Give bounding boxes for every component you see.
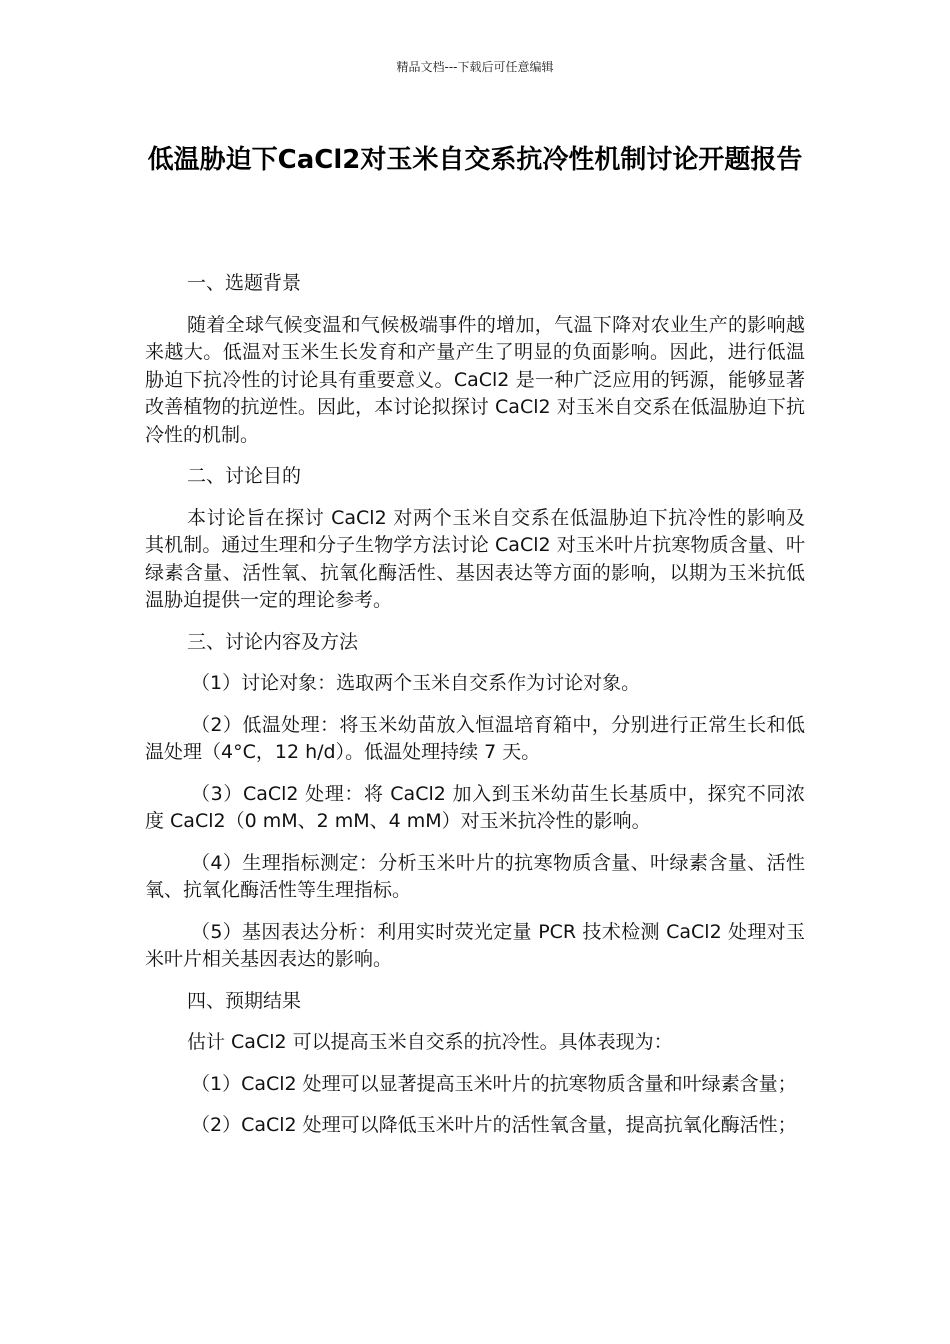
paragraph-results-intro: 估计 CaCl2 可以提高玉米自交系的抗冷性。具体表现为： bbox=[187, 1031, 673, 1053]
section-heading-purpose: 二、讨论目的 bbox=[187, 465, 302, 487]
document-title: 低温胁迫下CaCl2对玉米自交系抗冷性机制讨论开题报告 bbox=[147, 145, 803, 175]
method-item-4: （4）生理指标测定：分析玉米叶片的抗寒物质含量、叶绿素含量、活性氧、抗氧化酶活性等生理指标。 bbox=[145, 851, 805, 901]
section-heading-results: 四、预期结果 bbox=[187, 989, 302, 1012]
method-item-1: （1）讨论对象：选取两个玉米自交系作为讨论对象。 bbox=[191, 672, 641, 694]
header-note: 精品文档---下载后可任意编辑 bbox=[396, 60, 554, 74]
paragraph-purpose: 本讨论旨在探讨 CaCl2 对两个玉米自交系在低温胁迫下抗冷性的影响及其机制。通过生理和分子生物学方法讨论 CaCl2 对玉米叶片抗寒物质含量、叶绿素含量、活性氧、抗氧化酶活性、基因表达等方面的影响，以期为玉米抗低温胁迫提供一定的理论参考。 bbox=[145, 506, 805, 611]
result-item-1: （1）CaCl2 处理可以显著提高玉米叶片的抗寒物质含量和叶绿素含量； bbox=[191, 1072, 797, 1095]
method-item-5: （5）基因表达分析：利用实时荧光定量 PCR 技术检测 CaCl2 处理对玉米叶片相关基因表达的影响。 bbox=[145, 920, 805, 970]
method-item-3: （3）CaCl2 处理：将 CaCl2 加入到玉米幼苗生长基质中，探究不同浓度 CaCl2（0 mM、2 mM、4 mM）对玉米抗冷性的影响。 bbox=[145, 782, 805, 832]
section-heading-background: 一、选题背景 bbox=[187, 272, 302, 294]
paragraph-background: 随着全球气候变温和气候极端事件的增加，气温下降对农业生产的影响越来越大。低温对玉米生长发育和产量产生了明显的负面影响。因此，进行低温胁迫下抗冷性的讨论具有重要意义。CaCl2 是一种广泛应用的钙源，能够显著改善植物的抗逆性。因此，本讨论拟探讨 CaCl2 对玉米自交系在低温胁迫下抗冷性的机制。 bbox=[145, 313, 805, 446]
method-item-2: （2）低温处理：将玉米幼苗放入恒温培育箱中，分别进行正常生长和低温处理（4°C，12 h/d）。低温处理持续 7 天。 bbox=[145, 713, 805, 763]
result-item-2: （2）CaCl2 处理可以降低玉米叶片的活性氧含量，提高抗氧化酶活性； bbox=[191, 1114, 797, 1136]
document-body bbox=[145, 270, 805, 1154]
section-heading-methods: 三、讨论内容及方法 bbox=[187, 630, 359, 653]
